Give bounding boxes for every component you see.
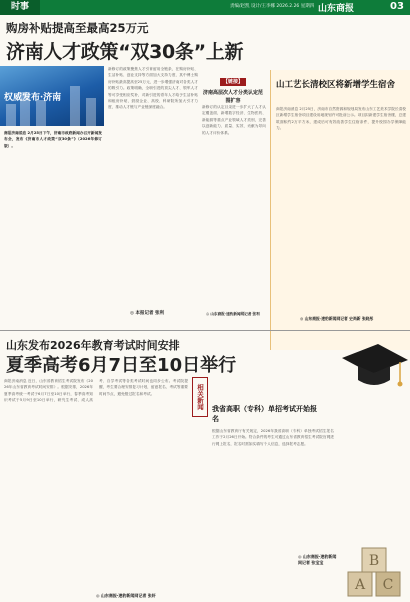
story2-kicker: 山东发布2026年教育考试时间安排 — [6, 339, 180, 352]
graduation-illustration — [338, 336, 410, 602]
story3-body: 商报济南消息 2月25日，济南市自然资源和规划局发布山东工艺美术学院长清校区新增学生宿舍项目建设用地规划许可批前公示。项目拟新建学生宿舍楼，总建筑面积约2万平方米，建成后可有效改善学生住宿条件，提升校园办学保障能力。 — [276, 107, 406, 131]
side-tag: 【链接】 — [220, 78, 246, 86]
side-box-heading — [202, 78, 264, 105]
story1-byline: ◎ 本报记者 张利 — [130, 311, 165, 316]
story4-headline: 我省高职（专科）单招考试开始报名 — [212, 405, 317, 423]
paper-brand: 山东商报 — [318, 4, 355, 14]
page-number: 03 — [390, 1, 404, 12]
side-source: ◎ 山东商报·速豹新闻网记者 张利 — [206, 312, 260, 316]
story1-headline: 济南人才政策“双30条”上新 — [6, 41, 244, 63]
story1-kicker: 购房补贴提高至最高25万元 — [6, 21, 149, 35]
photo-caption: 权威发布·济南 — [4, 93, 62, 103]
svg-text:B: B — [368, 553, 380, 569]
edition-meta: 责编/赵凯 设计/王李娜 2026.2.26 星期四 — [230, 4, 315, 9]
section-label: 时事 — [0, 0, 40, 15]
story2-headline: 夏季高考6月7日至10日举行 — [6, 355, 237, 376]
abc-blocks-icon — [346, 542, 406, 598]
story3-headline: 山工艺长清校区将新增学生宿舍 — [276, 80, 396, 90]
mortarboard-icon — [338, 336, 410, 406]
story4-byline: ◎ 山东商报·速豹新闻网记者 张宝宝 — [298, 554, 337, 565]
svg-text:A: A — [354, 577, 366, 593]
side-title: 济南高层次人才分类认定范围扩容 — [202, 90, 263, 104]
story1-lead-column — [4, 130, 102, 326]
section-divider — [0, 330, 410, 331]
story2-body: 商报济南消息 近日，山东省教育招生考试院发布《2026年山东省教育考试时间安排》。根据安排，2026年夏季高考统一考试于6月7日至10日举行，春季高考知识考试于5月9日至10日举行，研究生考试、成人高考、自学考试等各类考试时间也同步公布。考试院提醒，考生要合理安排复习计划，留意报名、考试等重要时间节点，避免错过报名和考试。 — [4, 379, 188, 403]
story1-lead: 商报济南消息 2月25日下午，济南市政府新闻办召开新闻发布会，发布《济南市人才政策“双30条”》（2026年修订版）。 — [4, 131, 102, 148]
svg-text:C: C — [382, 577, 394, 593]
related-news-tag: 相关新闻 — [192, 377, 208, 417]
story2-byline: ◎ 山东商报·速豹新闻网记者 张轩 — [96, 593, 156, 598]
side-body: 新修订的认定目录进一步扩大了人才认定覆盖面，新增数字经济、生物医药、新能源等重点产业领域人才类别，完善以创新能力、质量、实效、贡献为导向的人才评价体系。 — [202, 105, 266, 135]
story4-body: 根据山东省教育厅有关规定，2026年我省高职（专科）单独考试招生报名工作于2月26日开始。符合条件的考生可通过山东省教育招生考试院官网进行网上报名，报名时需如实填写个人信息，选择报考志愿。 — [212, 429, 334, 446]
story1-body: 新修订的政策聚焦人才引育留用全链条，在购房补贴、生活补贴、创业支持等方面加大支持力度，其中博士购房补贴最高提高至25万元，进一步增强济南对各类人才的吸引力。政策明确，全职引进的顶尖人才、领军人才等可享受相应奖补，对新引进的青年人才给予生活补贴和租房补贴，鼓励企业、高校、科研院所加大引才力度，推动人才链与产业链深度融合。 — [108, 67, 198, 110]
story1-photo — [0, 66, 104, 126]
story3-byline: ◎ 山东商报·速豹新闻网记者 史尚新 张晓彤 — [300, 316, 374, 321]
